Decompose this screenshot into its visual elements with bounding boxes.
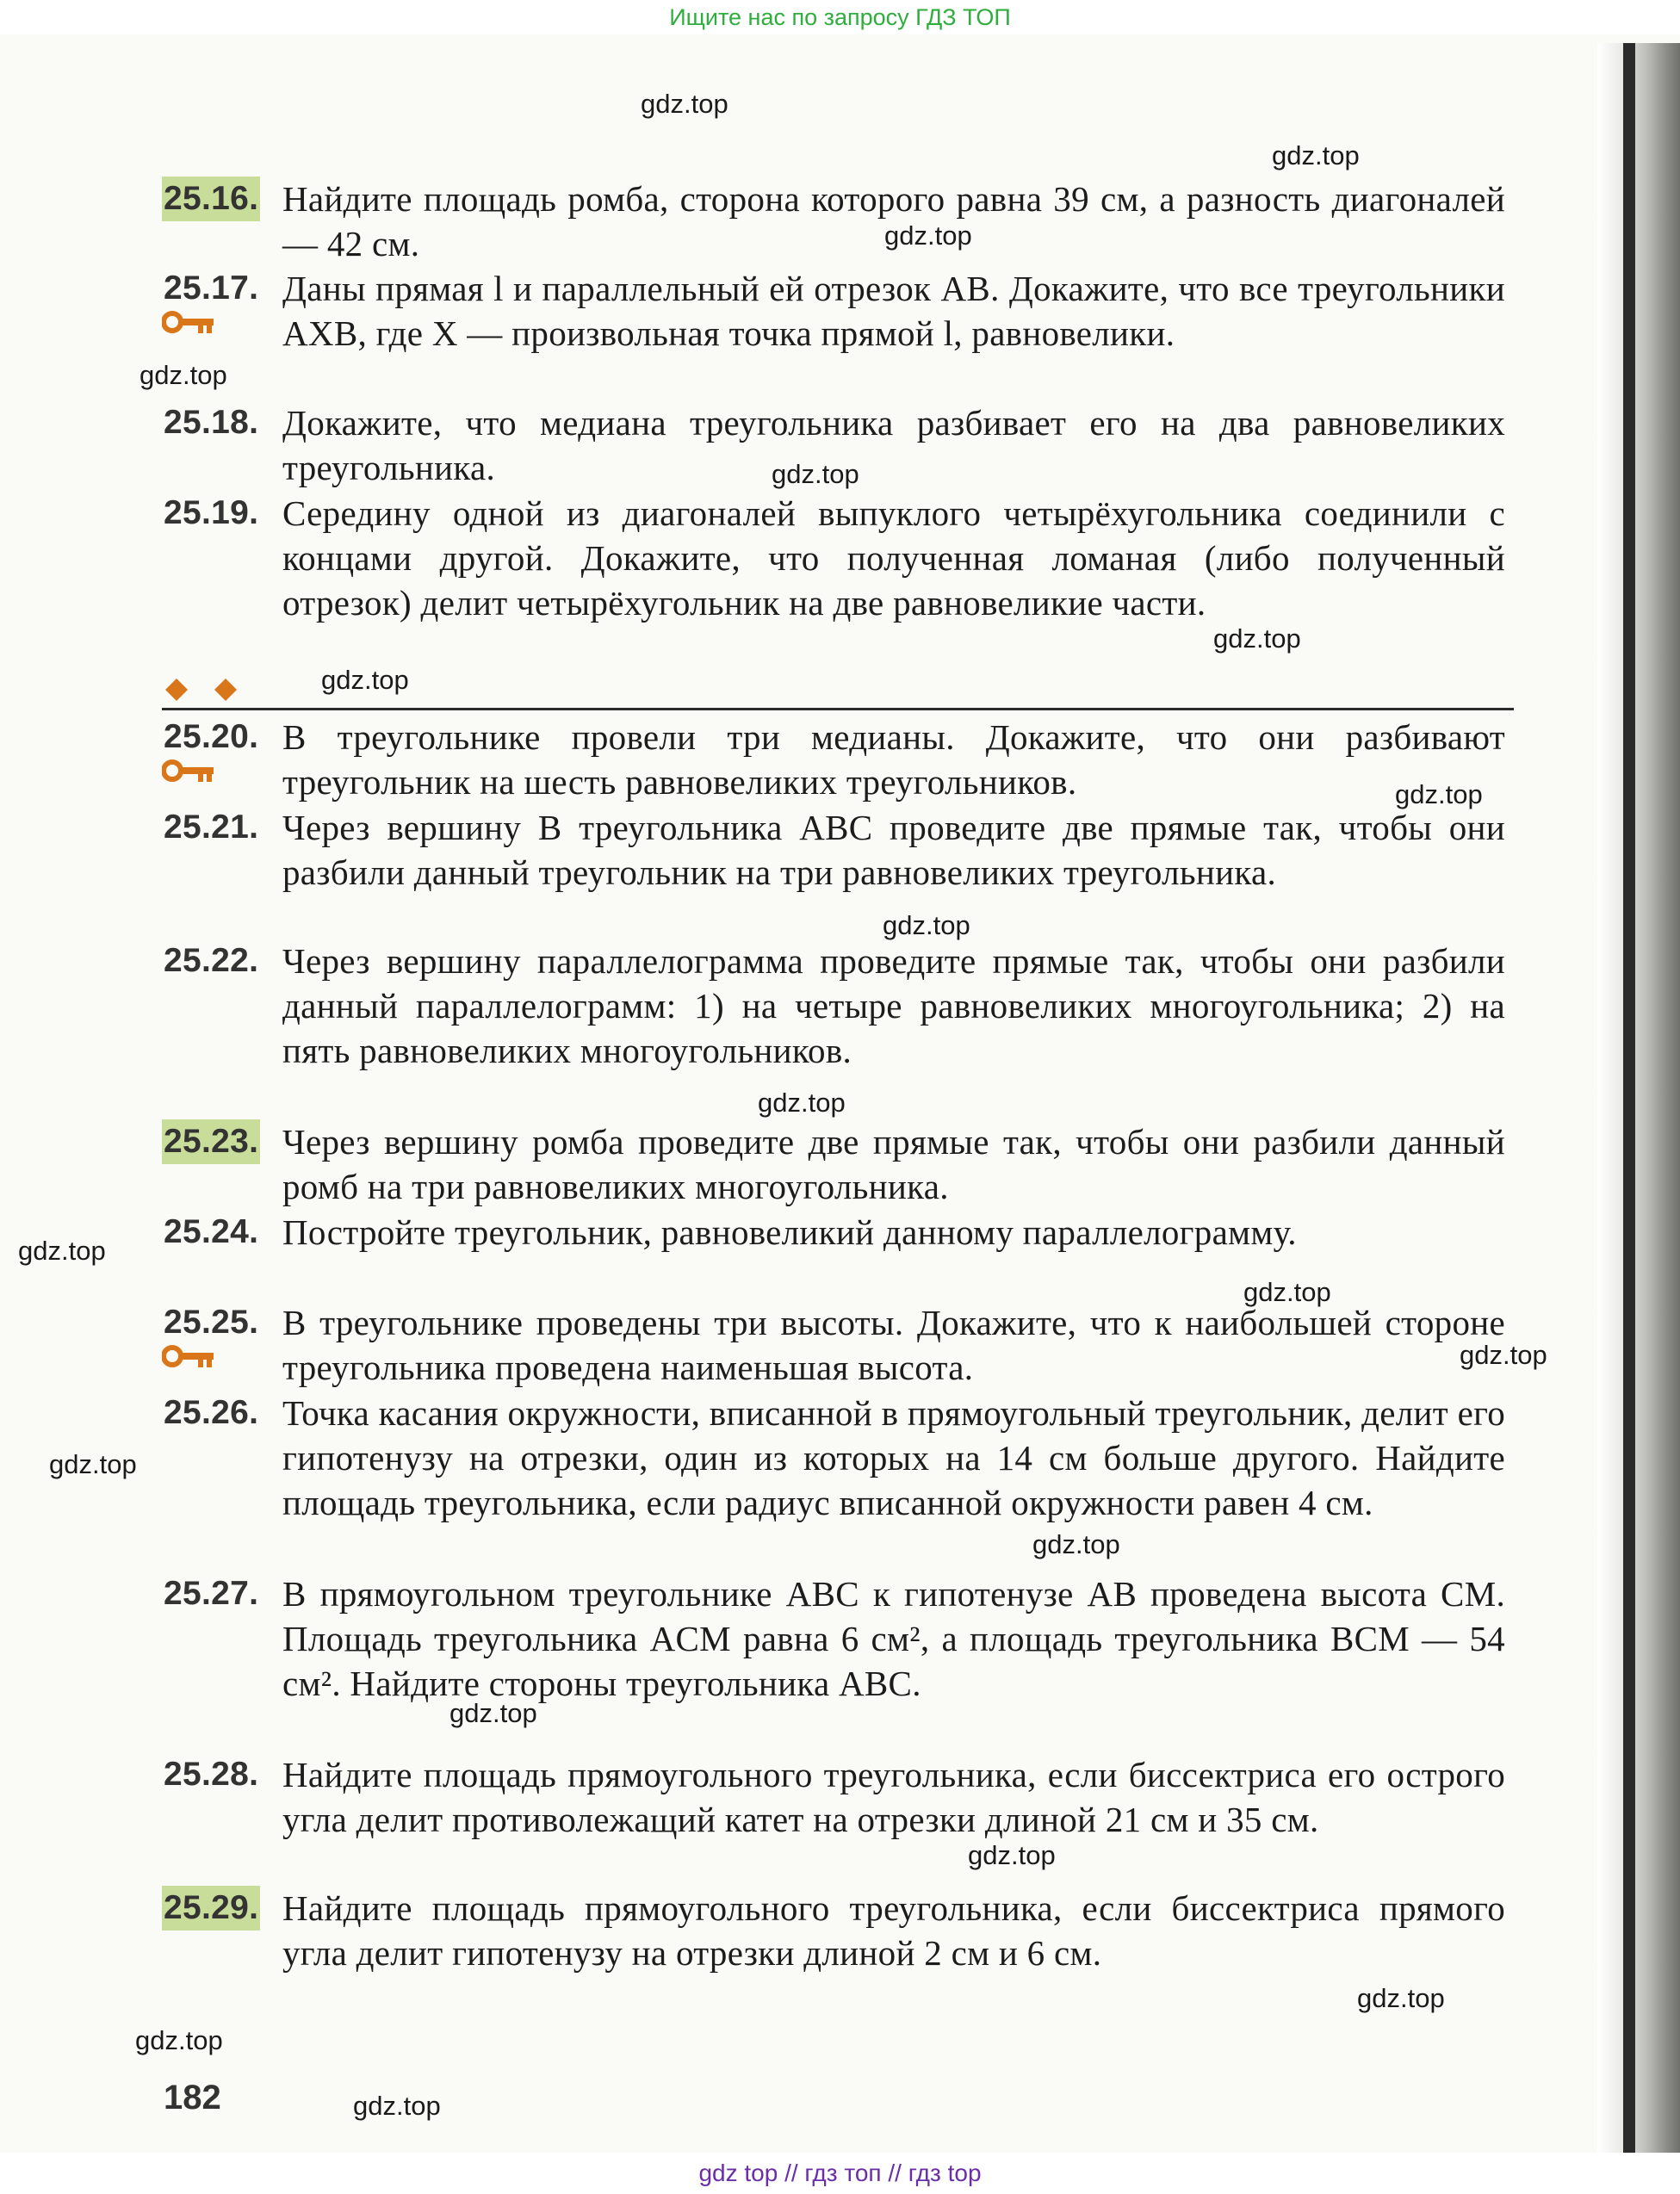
problem-text: В прямоугольном треугольнике ABC к гипотенузе AB проведена высота CM. Площадь треугольника ACM равна 6 см², а площадь треугольника BCM — 54 см². Найдите стороны треугольника ABC. — [282, 1574, 1505, 1703]
problem-text: Постройте треугольник, равновеликий данному параллелограмму. — [282, 1212, 1297, 1252]
problem-25-29 — [162, 1886, 1505, 1975]
problem-text: Найдите площадь прямоугольного треугольника, если биссектриса прямого угла делит гипотенузу на отрезки длиной 2 см и 6 см. — [282, 1888, 1505, 1973]
difficulty-diamonds-icon — [164, 677, 250, 703]
problem-25-19 — [162, 491, 1505, 625]
key-icon — [162, 1343, 217, 1369]
problem-text: Точка касания окружности, вписанной в прямоугольный треугольник, делит его гипотенузу на отрезки, один из которых на 14 см больше другого. Найдите площадь треугольника, если радиус вписанной окружности равен 4 см. — [282, 1393, 1505, 1522]
watermark: gdz.top — [1272, 140, 1360, 170]
problem-text: Через вершину ромба проведите две прямые так, чтобы они разбили данный ромб на три равновеликих многоугольника. — [282, 1122, 1505, 1206]
watermark: gdz.top — [1357, 1983, 1445, 2013]
problem-text: Через вершину B треугольника ABC проведите две прямые так, чтобы они разбили данный треугольник на три равновеликих треугольника. — [282, 808, 1505, 892]
problem-text: Докажите, что медиана треугольника разбивает его на два равновеликих треугольника. — [282, 403, 1505, 487]
key-icon — [162, 758, 217, 784]
problem-25-26 — [162, 1391, 1505, 1525]
watermark: gdz.top — [883, 910, 970, 940]
problem-number: 25.24. — [164, 1213, 259, 1250]
problem-number: 25.22. — [164, 942, 259, 979]
top-banner[interactable]: Ищите нас по запросу ГДЗ ТОП — [0, 0, 1680, 34]
problem-number: 25.29. — [162, 1886, 260, 1931]
watermark: gdz.top — [1395, 779, 1483, 809]
watermark: gdz.top — [135, 2025, 223, 2055]
problem-number: 25.21. — [164, 809, 259, 846]
problem-text: Найдите площадь прямоугольного треугольника, если биссектриса его острого угла делит противолежащий катет на отрезки длиной 21 см и 35 см. — [282, 1755, 1505, 1839]
watermark: gdz.top — [49, 1449, 137, 1479]
problem-number: 25.23. — [162, 1119, 260, 1164]
watermark: gdz.top — [758, 1088, 846, 1118]
watermark: gdz.top — [449, 1698, 537, 1728]
book-spine-edge — [1623, 43, 1635, 2153]
watermark: gdz.top — [1460, 1340, 1547, 1370]
problem-number: 25.18. — [164, 404, 259, 441]
bottom-banner[interactable]: gdz top // гдз топ // гдз top — [0, 2153, 1680, 2194]
watermark: gdz.top — [968, 1840, 1056, 1870]
watermark: gdz.top — [321, 665, 409, 695]
watermark: gdz.top — [353, 2091, 441, 2121]
problem-number: 25.27. — [164, 1575, 259, 1612]
problem-text: В треугольнике провели три медианы. Докажите, что они разбивают треугольник на шесть равновеликих треугольников. — [282, 717, 1505, 802]
problem-25-17 — [162, 266, 1505, 356]
book-spine-shadow — [1597, 43, 1680, 2153]
problem-25-22 — [162, 939, 1505, 1073]
problem-number: 25.25. — [164, 1304, 259, 1341]
problem-25-16 — [162, 177, 1505, 266]
problem-text: Даны прямая l и параллельный ей отрезок AB. Докажите, что все треугольники AXB, где X — произвольная точка прямой l, равновелики. — [282, 269, 1505, 353]
watermark: gdz.top — [1213, 623, 1301, 654]
watermark: gdz.top — [884, 220, 972, 251]
problem-25-21 — [162, 805, 1505, 895]
watermark: gdz.top — [772, 459, 859, 489]
problem-number: 25.17. — [164, 270, 259, 307]
page-number: 182 — [164, 2079, 221, 2117]
problem-text: Середину одной из диагоналей выпуклого четырёхугольника соединили с концами другой. Докажите, что полученная ломаная (либо полученный отрезок) делит четырёхугольник на две равновеликие части. — [282, 493, 1505, 623]
problem-number: 25.16. — [162, 177, 260, 221]
problem-text: Найдите площадь ромба, сторона которого равна 39 см, а разность диагоналей — 42 см. — [282, 179, 1505, 263]
problem-number: 25.26. — [164, 1394, 259, 1431]
watermark: gdz.top — [1243, 1277, 1331, 1307]
watermark: gdz.top — [18, 1236, 106, 1266]
problem-25-23 — [162, 1119, 1505, 1209]
problem-25-28 — [162, 1752, 1505, 1842]
problem-number: 25.28. — [164, 1756, 259, 1793]
problem-25-20 — [162, 715, 1505, 804]
section-divider — [162, 708, 1514, 710]
problem-number: 25.19. — [164, 494, 259, 531]
watermark: gdz.top — [139, 360, 227, 390]
problem-text: Через вершину параллелограмма проведите прямые так, чтобы они разбили данный параллелограмм: 1) на четыре равновеликих многоугольника; 2) на пять равновеликих многоугольников. — [282, 941, 1505, 1070]
problem-number: 25.20. — [164, 718, 259, 755]
problem-25-25 — [162, 1300, 1505, 1390]
problem-text: В треугольнике проведены три высоты. Докажите, что к наибольшей стороне треугольника проведена наименьшая высота. — [282, 1303, 1505, 1387]
watermark: gdz.top — [641, 89, 728, 119]
problem-25-24 — [162, 1210, 1505, 1255]
problem-25-27 — [162, 1571, 1505, 1706]
key-icon — [162, 309, 217, 335]
watermark: gdz.top — [1032, 1529, 1120, 1559]
